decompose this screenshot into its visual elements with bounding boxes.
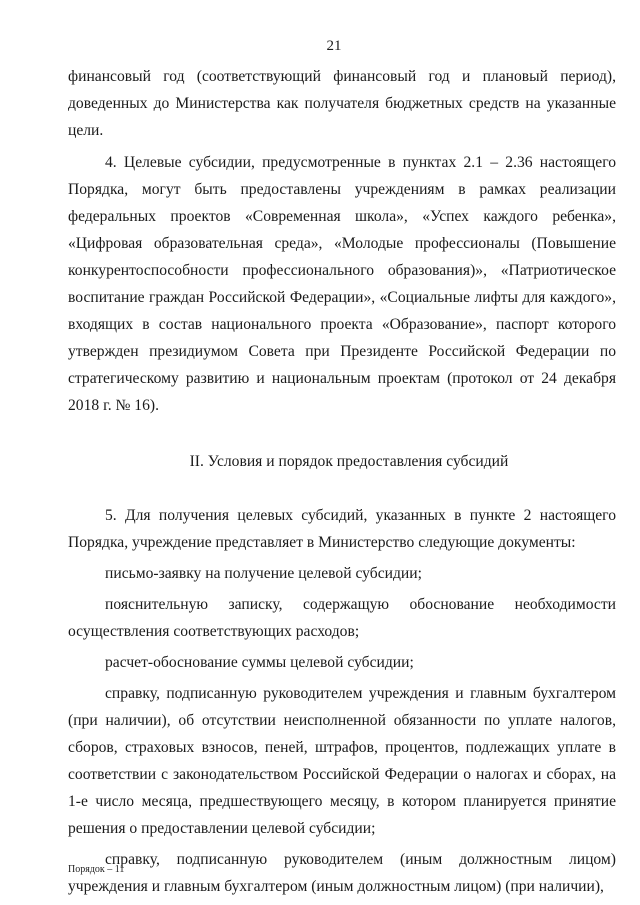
list-item-explanatory-note: пояснительную записку, содержащую обоснование необходимости осуществления соответствующих расходов; [68, 596, 616, 640]
list-item-calculation: расчет-обоснование суммы целевой субсидии; [105, 654, 414, 671]
page-number: 21 [326, 38, 342, 54]
list-item-tax-certificate: справку, подписанную руководителем учреждения и главным бухгалтером (при наличии), об отсутствии неисполненной обязанности по уплате налогов, сборов, страховых взносов, пеней, штрафов, процентов, подлежащих уплате в соответствии с законодательством Российской Федерации о налогах и сборах, на 1-е число месяца, предшествующего месяцу, в котором планируется принятие решения о предоставлении целевой субсидии; [68, 685, 616, 837]
paragraph-5: 5. Для получения целевых субсидий, указанных в пункте 2 настоящего Порядка, учреждение представляет в Министерство следующие документы: [68, 507, 616, 551]
list-item-letter: письмо-заявку на получение целевой субсидии; [105, 565, 422, 582]
list-item-certificate: справку, подписанную руководителем (иным должностным лицом) учреждения и главным бухгалтером (иным должностным лицом) (при наличии), [68, 851, 616, 895]
paragraph-continuation: финансовый год (соответствующий финансовый год и плановый период), доведенных до Министерства как получателя бюджетных средств на указанные цели. [68, 68, 616, 139]
document-body [68, 63, 616, 900]
page-footer: Порядок – 11 [68, 864, 125, 875]
section-heading: II. Условия и порядок предоставления субсидий [189, 453, 509, 470]
paragraph-4: 4. Целевые субсидии, предусмотренные в пунктах 2.1 – 2.36 настоящего Порядка, могут быть предоставлены учреждениям в рамках реализации федеральных проектов «Современная школа», «Успех каждого ребенка», «Цифровая образовательная среда», «Молодые профессионалы (Повышение конкурентоспособности профессионального образования)», «Патриотическое воспитание граждан Российской Федерации», «Социальные лифты для каждого», входящих в состав национального проекта «Образование», паспорт которого утвержден президиумом Совета при Президенте Российской Федерации по стратегическому развитию и национальным проектам (протокол от 24 декабря 2018 г. № 16). [68, 154, 616, 414]
